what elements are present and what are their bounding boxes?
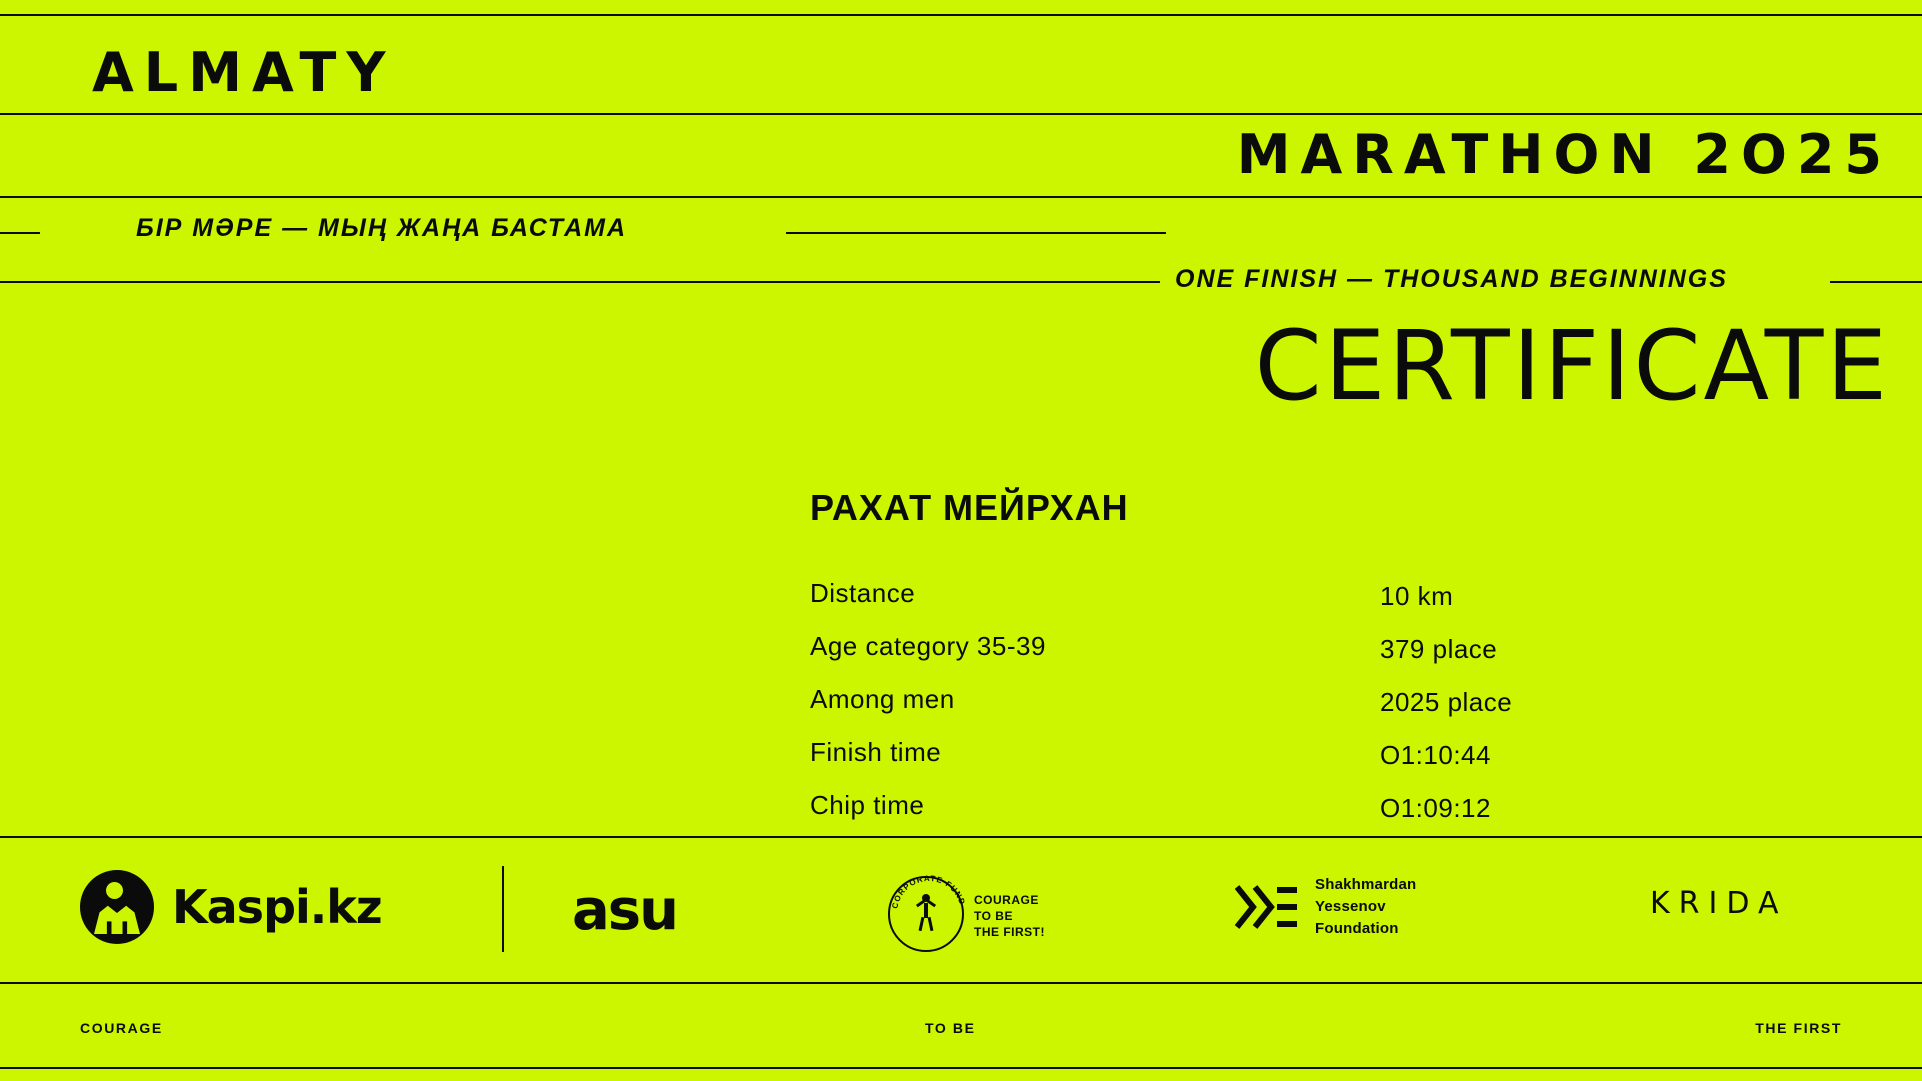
courage-fund-line-3: THE FIRST! <box>974 925 1045 940</box>
athlete-name: РАХАТ МЕЙРХАН <box>810 487 1129 528</box>
courage-fund-ring-text <box>886 870 972 956</box>
divider-line-under-almaty <box>0 113 1922 115</box>
sponsor-logo-courage-fund <box>888 873 1128 948</box>
yessenov-wordmark <box>1315 874 1416 939</box>
divider-segment-left-kk <box>0 232 40 234</box>
result-value-age-category: 379 place <box>1380 634 1498 664</box>
result-label-chip-time: Chip time <box>810 790 925 820</box>
results-table <box>810 578 1640 843</box>
sponsor-logo-krida <box>1650 886 1787 921</box>
footer-slogan <box>0 1020 1922 1050</box>
courage-fund-lines <box>974 892 1045 941</box>
ring-label: CORPORATE FUND <box>890 873 967 910</box>
table-row <box>810 578 1640 631</box>
table-row <box>810 631 1640 684</box>
result-label-distance: Distance <box>810 578 916 608</box>
svg-text:CORPORATE FUND <box>890 874 967 910</box>
event-title: MARATHON 2O25 <box>1236 123 1892 186</box>
krida-wordmark: KRIDA <box>1650 886 1788 921</box>
city-title: ALMATY <box>92 41 396 104</box>
divider-line-under-marathon <box>0 196 1922 198</box>
divider-line-top <box>0 14 1922 16</box>
yessenov-line-2: Yessenov <box>1315 897 1386 915</box>
footer-center: TO BE <box>925 1020 976 1036</box>
result-value-among-men: 2025 place <box>1380 687 1513 717</box>
kaspi-wordmark: Kaspi.kz <box>172 880 382 934</box>
divider-segment-left-en <box>0 281 1160 283</box>
result-label-age-category: Age category 35-39 <box>810 631 1046 661</box>
sponsor-logo-yessenov <box>1235 874 1416 939</box>
divider-segment-right-kk <box>786 232 1166 234</box>
sponsor-divider <box>502 866 504 952</box>
kaspi-emblem-icon <box>80 870 154 944</box>
result-value-chip-time: O1:09:12 <box>1380 793 1491 823</box>
asu-wordmark: asu <box>572 878 677 943</box>
courage-fund-line-1: COURAGE <box>974 893 1039 907</box>
footer-right: THE FIRST <box>1755 1020 1842 1036</box>
divider-line-below-sponsors <box>0 982 1922 984</box>
page-title: CERTIFICATE <box>1254 310 1890 422</box>
table-row <box>810 790 1640 843</box>
sponsor-strip <box>0 838 1922 982</box>
result-label-among-men: Among men <box>810 684 955 714</box>
footer-left: COURAGE <box>80 1020 163 1036</box>
divider-segment-right-en <box>1830 281 1922 283</box>
divider-line-bottom <box>0 1067 1922 1069</box>
yessenov-line-3: Foundation <box>1315 919 1399 937</box>
yessenov-line-1: Shakhmardan <box>1315 876 1417 893</box>
tagline-kazakh: БІР МӘРЕ — МЫҢ ЖАҢА БАСТАМА <box>136 214 628 242</box>
tagline-english: ONE FINISH — THOUSAND BEGINNINGS <box>1175 265 1728 293</box>
table-row <box>810 737 1640 790</box>
courage-fund-line-2: TO BE <box>974 909 1013 924</box>
courage-fund-badge-icon <box>888 873 967 952</box>
result-label-finish-time: Finish time <box>810 737 942 767</box>
yessenov-emblem-icon <box>1235 883 1301 931</box>
sponsor-logo-kaspi <box>80 870 382 944</box>
table-row <box>810 684 1640 737</box>
sponsor-logo-asu <box>572 878 677 943</box>
result-value-finish-time: O1:10:44 <box>1380 740 1491 770</box>
result-value-distance: 10 km <box>1380 581 1454 611</box>
